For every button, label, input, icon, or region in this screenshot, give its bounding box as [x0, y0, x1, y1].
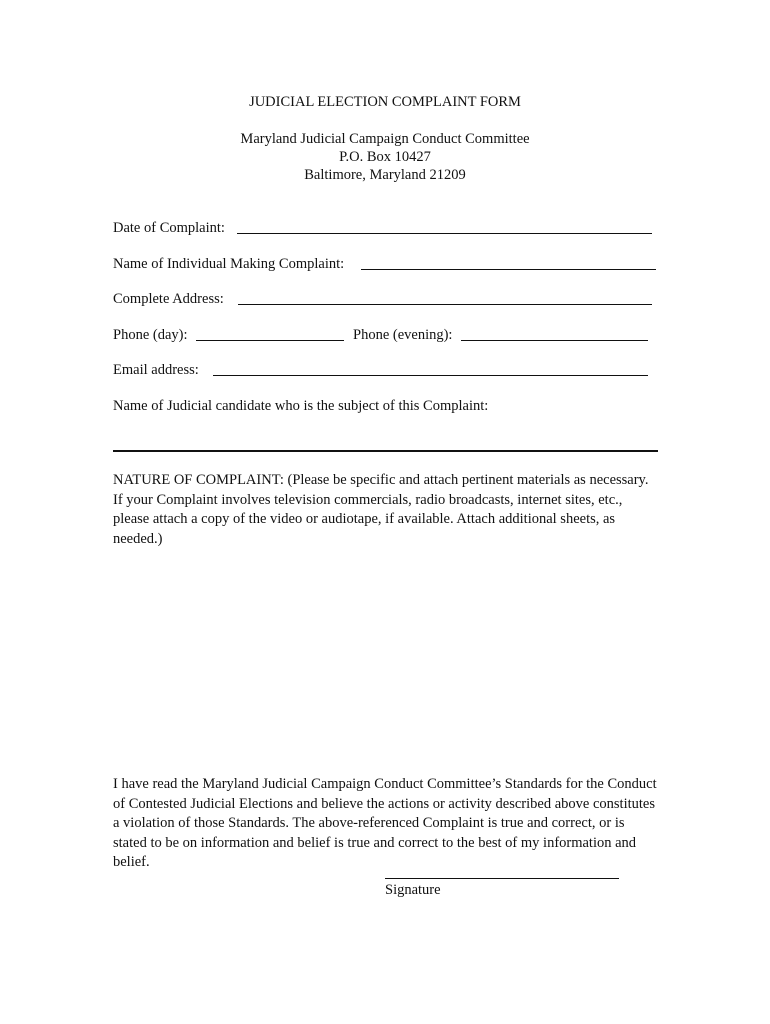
city-state: Baltimore, Maryland 21209 — [304, 167, 466, 183]
po-box: P.O. Box 10427 — [339, 149, 431, 165]
email-field[interactable] — [213, 375, 648, 376]
phone-day-label: Phone (day): — [113, 327, 188, 343]
certification-statement: I have read the Maryland Judicial Campaign Conduct Committee’s Standards for the Conduct of Contested Judicial Elections and believe the actions or activity described above constitutes a violation of those Standards. The above-referenced Complaint is true and correct, or is stated to be on information and belief is true and correct to the best of my information and belief. — [113, 776, 657, 870]
date-label: Date of Complaint: — [113, 220, 225, 236]
name-field[interactable] — [361, 269, 656, 270]
nature-of-complaint-area[interactable] — [113, 550, 658, 770]
phone-day-field[interactable] — [196, 340, 344, 341]
nature-of-complaint-instructions: NATURE OF COMPLAINT: (Please be specific and attach pertinent materials as necessary. If your Complaint involves television commercials, radio broadcasts, internet sites, etc., please attach a copy of the video or audiotape, if available. Attach additional sheets, as needed.) — [113, 472, 649, 547]
address-field[interactable] — [238, 304, 652, 305]
name-row — [113, 256, 658, 276]
email-label: Email address: — [113, 362, 199, 378]
candidate-label: Name of Judicial candidate who is the subject of this Complaint: — [113, 398, 489, 414]
date-row — [113, 220, 658, 240]
organization-name: Maryland Judicial Campaign Conduct Committee — [240, 131, 530, 147]
phone-evening-field[interactable] — [461, 340, 648, 341]
email-row — [113, 362, 658, 382]
address-row — [113, 291, 658, 311]
signature-label: Signature — [385, 882, 441, 898]
phone-evening-label: Phone (evening): — [353, 327, 453, 343]
signature-line[interactable] — [385, 878, 619, 879]
name-label: Name of Individual Making Complaint: — [113, 256, 345, 272]
date-field[interactable] — [237, 233, 652, 234]
candidate-field[interactable] — [113, 450, 658, 452]
phone-row — [113, 327, 658, 347]
form-title: JUDICIAL ELECTION COMPLAINT FORM — [249, 94, 521, 110]
candidate-row — [113, 398, 658, 418]
address-label: Complete Address: — [113, 291, 224, 307]
